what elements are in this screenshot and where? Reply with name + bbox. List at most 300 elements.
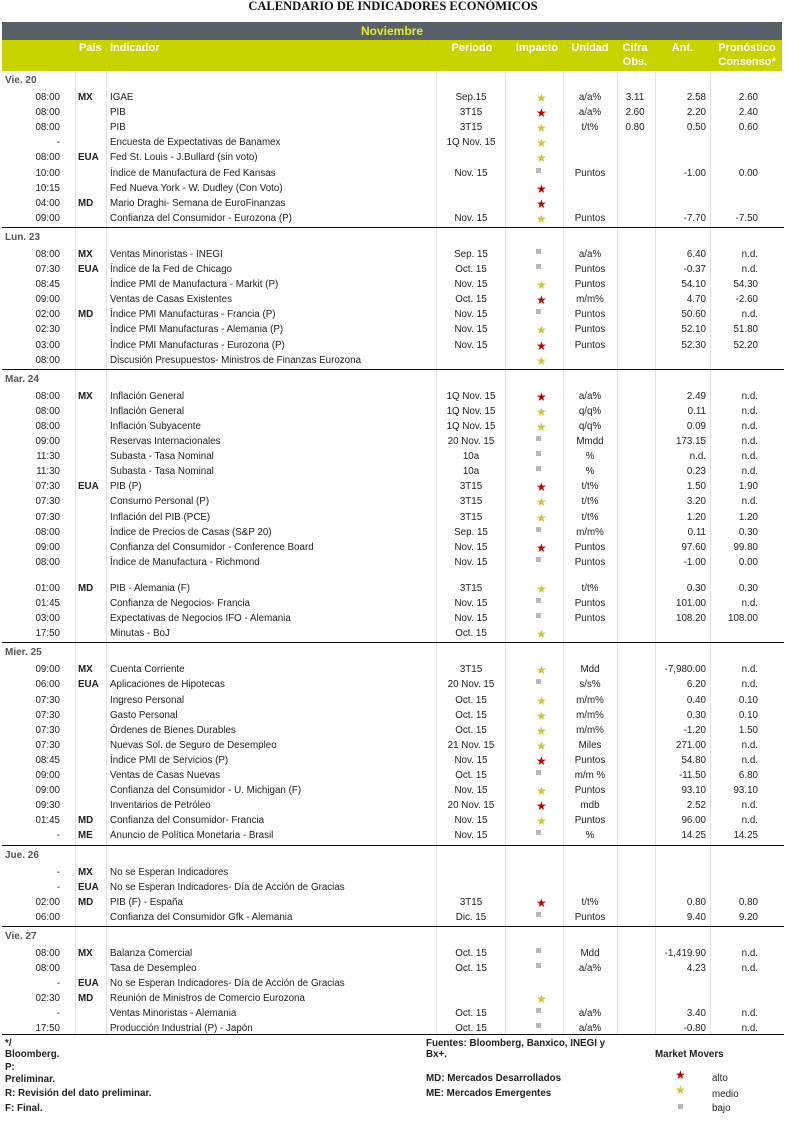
time-cell: - (56, 830, 60, 842)
gray-square-icon (678, 1104, 683, 1109)
month-bar (2, 22, 782, 40)
previous-cell: 1.50 (686, 481, 706, 493)
period-cell: 1Q Nov. 15 (446, 420, 496, 432)
indicator-cell: Índice PMI de Manufactura - Markit (P) (110, 279, 279, 291)
indicator-cell: Consumo Personal (P) (110, 496, 210, 508)
table-row (0, 479, 786, 494)
time-cell: 01:45 (35, 815, 60, 827)
gray-square-icon (536, 1008, 541, 1013)
previous-cell: 0.30 (686, 582, 706, 594)
consensus-cell: n.d. (741, 947, 758, 959)
section-divider (2, 369, 784, 370)
previous-cell: -1.00 (683, 167, 706, 179)
table-row (0, 880, 786, 895)
header-impacto: Impacto (515, 42, 559, 54)
unit-cell: % (585, 466, 595, 478)
table-row (0, 105, 786, 120)
table-row (0, 555, 786, 570)
previous-cell: 2.20 (686, 107, 706, 119)
gray-square-icon (536, 249, 541, 254)
time-cell: 08:00 (35, 354, 60, 366)
time-cell: - (56, 1008, 60, 1020)
indicator-cell: Anuncio de Política Monetaria - Brasil (110, 830, 274, 842)
table-row (0, 865, 786, 880)
previous-cell: 3.40 (686, 1008, 706, 1020)
indicator-cell: Índice de la Fed de Chicago (110, 264, 232, 275)
unit-cell: q/q% (578, 420, 602, 432)
country-cell: ME (78, 830, 93, 842)
period-cell: Oct. 15 (455, 770, 487, 781)
consensus-cell: n.d. (741, 420, 758, 432)
red-star-icon: ★ (536, 389, 547, 404)
consensus-cell: n.d. (741, 1008, 758, 1020)
table-row (0, 90, 786, 105)
unit-cell: Puntos (574, 212, 606, 224)
consensus-cell: n.d. (741, 405, 758, 417)
unit-cell: a/a% (578, 1023, 602, 1035)
table-row (0, 419, 786, 434)
previous-cell: -1.00 (683, 556, 706, 568)
table-row (0, 738, 786, 753)
previous-cell: 52.30 (681, 339, 706, 351)
gray-square-icon (536, 466, 541, 471)
consensus-cell: n.d. (741, 598, 758, 609)
yellow-star-icon: ★ (536, 738, 547, 753)
unit-cell: a/a% (578, 107, 602, 119)
period-cell: Oct. 15 (455, 963, 487, 974)
unit-cell: a/a% (578, 1008, 602, 1020)
indicator-cell: Ventas Minoristas - INEGI (110, 248, 223, 260)
red-star-icon: ★ (536, 480, 547, 495)
country-cell: MX (78, 947, 93, 959)
consensus-cell: n.d. (741, 390, 758, 402)
red-star-icon: ★ (536, 799, 547, 814)
indicator-cell: PIB (F) - España (110, 896, 183, 908)
previous-cell: 0.40 (686, 694, 706, 706)
red-star-icon: ★ (536, 895, 547, 910)
indicator-cell: Subasta - Tasa Nominal (110, 451, 214, 463)
time-cell: 02:00 (35, 309, 60, 321)
table-row (0, 976, 786, 991)
consensus-cell: n.d. (741, 664, 758, 676)
consensus-cell: n.d. (741, 466, 758, 478)
yellow-star-icon: ★ (536, 404, 547, 419)
unit-cell: Puntos (574, 815, 606, 827)
consensus-cell: 52.20 (733, 339, 758, 351)
indicator-cell: Inflación Subyacente (110, 420, 201, 432)
time-cell: 08:00 (35, 390, 60, 402)
previous-cell: 2.49 (686, 390, 706, 402)
previous-cell: 54.10 (681, 279, 706, 291)
indicator-cell: Expectativas de Negocios IFO - Alemania (110, 613, 291, 625)
indicator-cell: PIB (110, 107, 126, 119)
unit-cell: Puntos (574, 613, 606, 625)
previous-cell: 108.20 (676, 613, 706, 625)
legend-title: Market Movers (655, 1049, 724, 1060)
header-consenso: Consenso* (718, 56, 776, 68)
indicator-cell: Tasa de Desempleo (110, 963, 197, 974)
consensus-cell: 0.60 (738, 122, 758, 134)
gray-square-icon (536, 598, 541, 603)
table-row (0, 693, 786, 708)
period-cell: Nov. 15 (454, 279, 488, 291)
time-cell: 09:00 (35, 541, 60, 553)
unit-cell: mdb (580, 800, 600, 812)
time-cell: 11:30 (36, 466, 60, 478)
table-row (0, 783, 786, 798)
section-divider (2, 845, 784, 846)
gray-square-icon (536, 912, 541, 917)
red-star-icon: ★ (536, 293, 547, 308)
consensus-cell: 1.20 (738, 511, 758, 523)
previous-cell: 93.10 (681, 785, 706, 797)
country-cell: EUA (78, 978, 99, 990)
previous-cell: 4.70 (686, 294, 706, 306)
indicator-cell: No se Esperan Indicadores (110, 866, 229, 878)
table-row (0, 1006, 786, 1021)
period-cell: 3T15 (459, 481, 483, 493)
day-label: Mar. 24 (5, 373, 39, 385)
time-cell: 08:00 (35, 248, 60, 260)
indicator-cell: Confianza del Consumidor - Eurozona (P) (110, 212, 292, 224)
day-label: Lun. 23 (5, 231, 41, 243)
header-obs: Obs. (622, 56, 648, 68)
period-cell: Nov. 15 (454, 785, 488, 797)
unit-cell: Puntos (574, 556, 606, 568)
table-row (0, 946, 786, 961)
day-label: Vie. 20 (5, 75, 37, 86)
indicator-cell: Subasta - Tasa Nominal (110, 466, 214, 478)
table-row (0, 247, 786, 262)
previous-cell: 52.10 (681, 324, 706, 336)
table-row (0, 494, 786, 509)
table-row (0, 596, 786, 611)
obs-cell: 0.80 (625, 122, 645, 134)
unit-cell: t/t% (581, 896, 599, 908)
month-label: Noviembre (360, 24, 424, 38)
country-cell: MD (78, 309, 94, 321)
period-cell: Sep. 15 (454, 248, 488, 260)
consensus-cell: 93.10 (733, 785, 758, 797)
country-cell: MX (78, 664, 93, 676)
consensus-cell: 14.25 (733, 830, 758, 842)
table-row (0, 262, 786, 277)
consensus-cell: 0.00 (738, 556, 758, 568)
previous-cell: 97.60 (681, 541, 706, 553)
table-row (0, 449, 786, 464)
time-cell: 09:00 (35, 436, 60, 447)
indicator-cell: Reunión de Ministros de Comercio Eurozona (110, 993, 305, 1005)
consensus-cell: 2.40 (738, 107, 758, 119)
yellow-star-icon: ★ (536, 419, 547, 434)
yellow-star-icon: ★ (536, 121, 547, 136)
time-cell: 10:15 (35, 182, 60, 194)
yellow-star-icon: ★ (536, 723, 547, 738)
previous-cell: 4.23 (686, 963, 706, 974)
unit-cell: Puntos (574, 754, 606, 766)
period-cell: Nov. 15 (454, 541, 488, 553)
footer-note: Preliminar. (5, 1074, 56, 1085)
time-cell: 08:45 (35, 279, 60, 291)
yellow-star-icon: ★ (536, 814, 547, 829)
period-cell: Oct. 15 (455, 628, 487, 640)
yellow-star-icon: ★ (536, 91, 547, 105)
indicator-cell: Inflación General (110, 405, 185, 417)
yellow-star-icon: ★ (536, 663, 547, 678)
indicator-cell: Mario Draghi- Semana de EuroFinanzas (110, 197, 286, 209)
period-cell: Oct. 15 (455, 709, 487, 721)
gray-square-icon (536, 770, 541, 775)
unit-cell: Puntos (574, 264, 606, 275)
period-cell: Oct. 15 (455, 947, 487, 959)
period-cell: 20 Nov. 15 (447, 436, 495, 447)
consensus-cell: 0.10 (738, 694, 758, 706)
unit-cell: t/t% (581, 496, 599, 508)
table-row (0, 626, 786, 641)
unit-cell: Miles (578, 739, 602, 751)
table-row (0, 991, 786, 1006)
indicator-cell: Discusión Presupuestos- Ministros de Finanzas Eurozona (110, 354, 362, 366)
unit-cell: m/m% (576, 526, 604, 538)
previous-cell: 9.40 (686, 911, 706, 923)
period-cell: Nov. 15 (454, 815, 488, 827)
table-row (0, 150, 786, 165)
period-cell: 3T15 (459, 664, 483, 676)
yellow-star-icon: ★ (536, 151, 547, 166)
gray-square-icon (536, 436, 541, 441)
unit-cell: q/q% (578, 405, 602, 417)
table-header (2, 40, 782, 71)
indicator-cell: PIB - Alemania (F) (110, 582, 191, 594)
table-row (0, 611, 786, 626)
consensus-cell: 99.80 (733, 541, 758, 553)
previous-cell: 173.15 (676, 436, 706, 447)
table-row (0, 166, 786, 181)
gray-square-icon (536, 1023, 541, 1028)
day-label: Jue. 26 (5, 849, 39, 861)
time-cell: 07:30 (35, 511, 60, 523)
consensus-cell: 6.80 (738, 770, 758, 781)
table-row (0, 662, 786, 677)
indicator-cell: Órdenes de Bienes Durables (110, 724, 236, 736)
indicator-cell: Ventas de Casas Existentes (110, 294, 232, 306)
unit-cell: s/s% (579, 679, 601, 691)
consensus-cell: 0.10 (738, 709, 758, 721)
indicator-cell: Índice de Manufactura - Richmond (110, 556, 260, 568)
consensus-cell: n.d. (741, 1023, 758, 1035)
gray-square-icon (536, 679, 541, 684)
unit-cell: Puntos (574, 324, 606, 336)
indicator-cell: Nuevas Sol. de Seguro de Desempleo (110, 739, 277, 751)
consensus-cell: n.d. (741, 754, 758, 766)
gray-square-icon (536, 830, 541, 835)
time-cell: 03:00 (35, 339, 60, 351)
indicator-cell: Ventas de Casas Nuevas (110, 770, 221, 781)
footer-note: F: Final. (5, 1103, 43, 1114)
red-star-icon: ★ (536, 196, 547, 211)
red-star-icon: ★ (536, 540, 547, 555)
time-cell: 08:00 (35, 947, 60, 959)
table-row (0, 768, 786, 783)
indicator-cell: IGAE (110, 92, 134, 103)
footer-note: Bloomberg. (5, 1049, 60, 1060)
legend-medio: medio (712, 1089, 739, 1100)
indicator-cell: Índice de Manufactura de Fed Kansas (110, 167, 276, 179)
period-cell: 10a (462, 466, 480, 478)
table-row (0, 828, 786, 843)
period-cell: 21 Nov. 15 (447, 739, 495, 751)
previous-cell: -1.20 (683, 724, 706, 736)
table-row (0, 181, 786, 196)
unit-cell: t/t% (581, 481, 599, 493)
previous-cell: n.d. (689, 451, 706, 463)
yellow-star-icon: ★ (536, 323, 547, 338)
table-row (0, 292, 786, 307)
indicator-cell: Índice PMI Manufacturas - Francia (P) (110, 309, 276, 321)
table-row (0, 120, 786, 135)
consensus-cell: 0.30 (738, 526, 758, 538)
yellow-star-icon: ★ (536, 136, 547, 151)
unit-cell: t/t% (581, 122, 599, 134)
table-row (0, 434, 786, 449)
country-cell: EUA (78, 152, 99, 164)
time-cell: 08:00 (35, 107, 60, 119)
unit-cell: Mdd (580, 664, 600, 676)
red-star-icon: ★ (536, 753, 547, 768)
table-row (0, 322, 786, 337)
yellow-star-icon: ★ (536, 627, 547, 642)
country-cell: EUA (78, 481, 99, 493)
time-cell: 08:00 (35, 963, 60, 974)
unit-cell: Puntos (574, 598, 606, 609)
table-row (0, 510, 786, 525)
section-divider (2, 642, 784, 643)
unit-cell: % (585, 830, 595, 842)
time-cell: 02:30 (35, 993, 60, 1005)
footer-note: P: (5, 1062, 15, 1073)
period-cell: Oct. 15 (455, 1023, 487, 1035)
header-pronostico: Pronóstico (718, 42, 776, 54)
table-row (0, 813, 786, 828)
country-cell: MD (78, 896, 94, 908)
indicator-cell: Balanza Comercial (110, 947, 193, 959)
consensus-cell: n.d. (741, 436, 758, 447)
gray-square-icon (536, 963, 541, 968)
unit-cell: t/t% (581, 511, 599, 523)
country-cell: MD (78, 993, 94, 1005)
time-cell: 10:00 (35, 167, 60, 179)
footer-divider (2, 1034, 784, 1035)
period-cell: Oct. 15 (455, 724, 487, 736)
table-row (0, 277, 786, 292)
period-cell: 3T15 (459, 107, 483, 119)
table-row (0, 307, 786, 322)
gray-square-icon (536, 309, 541, 314)
consensus-cell: 0.30 (738, 582, 758, 594)
previous-cell: 50.60 (681, 309, 706, 321)
previous-cell: 0.80 (686, 896, 706, 908)
time-cell: 07:30 (35, 724, 60, 736)
red-star-icon: ★ (536, 181, 547, 196)
previous-cell: -11.50 (678, 770, 706, 781)
previous-cell: -7,980.00 (664, 664, 706, 676)
indicator-cell: Reservas Internacionales (110, 436, 221, 447)
indicator-cell: Encuesta de Expectativas de Banamex (110, 137, 281, 149)
indicator-cell: Inventarios de Petróleo (110, 800, 211, 812)
time-cell: - (56, 137, 60, 149)
time-cell: 09:00 (35, 770, 60, 781)
table-row (0, 338, 786, 353)
previous-cell: 2.52 (686, 800, 706, 812)
section-divider (2, 227, 784, 228)
previous-cell: 271.00 (676, 739, 706, 751)
time-cell: 08:45 (35, 754, 60, 766)
consensus-cell: n.d. (741, 248, 758, 260)
table-row (0, 404, 786, 419)
previous-cell: 6.40 (686, 248, 706, 260)
section-divider (2, 926, 784, 927)
country-cell: MD (78, 582, 94, 594)
time-cell: 07:30 (35, 264, 60, 275)
previous-cell: -0.37 (683, 264, 706, 275)
period-cell: 3T15 (459, 496, 483, 508)
period-cell: 1Q Nov. 15 (446, 390, 496, 402)
unit-cell: m/m% (576, 694, 604, 706)
period-cell: 1Q Nov. 15 (446, 137, 496, 149)
unit-cell: m/m% (576, 724, 604, 736)
footer-md: MD: Mercados Desarrollados (426, 1073, 562, 1084)
country-cell: MD (78, 197, 94, 209)
unit-cell: t/t% (581, 582, 599, 594)
unit-cell: Puntos (574, 339, 606, 351)
indicator-cell: PIB (110, 122, 126, 134)
indicator-cell: Cuenta Corriente (110, 664, 185, 676)
yellow-star-icon: ★ (536, 495, 547, 510)
indicator-cell: Aplicaciones de Hipotecas (110, 679, 225, 691)
period-cell: 1Q Nov. 15 (446, 405, 496, 417)
country-cell: MD (78, 815, 94, 827)
time-cell: 06:00 (35, 911, 60, 923)
time-cell: 17:50 (35, 628, 60, 640)
period-cell: Nov. 15 (454, 309, 488, 321)
unit-cell: m/m % (574, 770, 606, 781)
consensus-cell: 1.90 (738, 481, 758, 493)
footer-sources: Fuentes: Bloomberg, Banxico, INEGI y (426, 1038, 606, 1049)
header-indicador: Indicador (110, 42, 160, 54)
time-cell: 08:00 (35, 152, 60, 164)
gray-square-icon (536, 527, 541, 532)
period-cell: Nov. 15 (454, 167, 488, 179)
time-cell: 09:00 (35, 664, 60, 676)
period-cell: 10a (462, 451, 480, 463)
yellow-star-icon: ★ (675, 1083, 686, 1097)
time-cell: - (56, 881, 60, 893)
previous-cell: 6.20 (686, 679, 706, 691)
time-cell: 09:00 (35, 212, 60, 224)
unit-cell: a/a% (578, 963, 602, 974)
previous-cell: 54.80 (681, 754, 706, 766)
previous-cell: -1,419.90 (664, 947, 706, 959)
period-cell: 20 Nov. 15 (447, 679, 495, 691)
footer-me: ME: Mercados Emergentes (426, 1088, 552, 1099)
header-cifra: Cifra (622, 42, 648, 54)
indicator-cell: Confianza del Consumidor Gfk - Alemania (110, 911, 293, 923)
footer-note: R: Revisión del dato preliminar. (5, 1088, 152, 1099)
country-cell: MX (78, 92, 93, 103)
time-cell: 17:50 (35, 1023, 60, 1035)
unit-cell: Puntos (574, 167, 606, 179)
period-cell: Sep. 15 (454, 526, 488, 538)
